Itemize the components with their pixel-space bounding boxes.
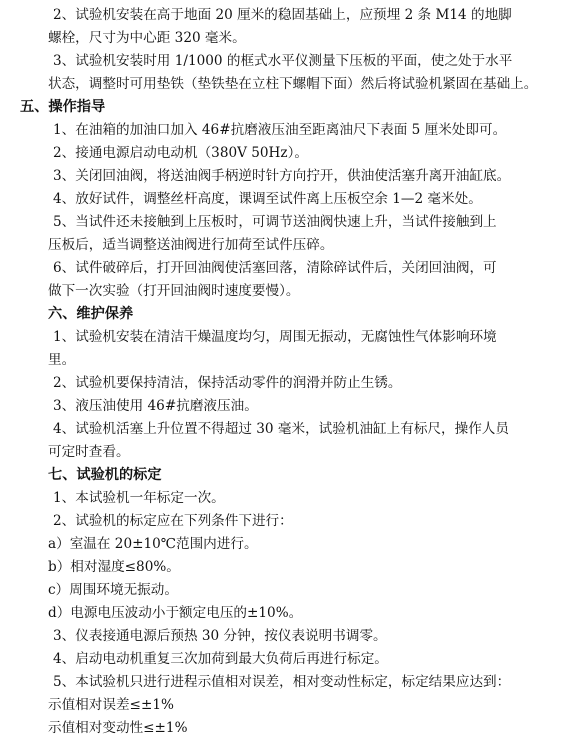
text-line: 2、试验机要保持清洁，保持活动零件的润滑并防止生锈。 [53, 375, 402, 391]
text-line: a）室温在 20±10℃范围内进行。 [48, 536, 258, 552]
text-line: 做下一次实验（打开回油阀时速度要慢）。 [48, 283, 300, 299]
text-line: 2、试验机的标定应在下列条件下进行： [53, 513, 293, 529]
text-line: 5、本试验机只进行进程示值相对误差，相对变动性标定，标定结果应达到： [53, 674, 511, 690]
section-heading: 七、试验机的标定 [48, 467, 162, 483]
section-heading: 五、操作指导 [20, 99, 106, 115]
text-line: d）电源电压波动小于额定电压的±10%。 [48, 605, 303, 621]
text-line: 4、启动电动机重复三次加荷到最大负荷后再进行标定。 [53, 651, 388, 667]
text-line: 示值相对误差≤±1% [48, 697, 174, 713]
text-line: 里。 [48, 352, 76, 368]
text-line: 可定时查看。 [48, 444, 130, 460]
section-heading: 六、维护保养 [48, 306, 134, 322]
text-line: b）相对湿度≤80%。 [48, 559, 180, 575]
text-line: 4、放好试件，调整丝杆高度，课调至试件离上压板空余 1—2 毫米处。 [53, 191, 482, 207]
text-line: 6、试件破碎后，打开回油阀使活塞回落，清除碎试件后，关闭回油阀，可 [53, 260, 497, 276]
text-line: 1、在油箱的加油口加入 46#抗磨液压油至距离油尺下表面 5 厘米处即可。 [53, 122, 507, 138]
text-line: 1、本试验机一年标定一次。 [53, 490, 225, 506]
text-line: 螺栓，尺寸为中心距 320 毫米。 [48, 30, 246, 46]
text-line: 3、仪表接通电源后预热 30 分钟，按仪表说明书调零。 [53, 628, 387, 644]
text-line: 状态，调整时可用垫铁（垫铁垫在立柱下螺帽下面）然后将试验机紧固在基础上。 [48, 76, 538, 92]
text-line: 3、试验机安装时用 1/1000 的框式水平仪测量下压板的平面，使之处于水平 [53, 53, 513, 69]
text-line: 3、关闭回油阀，将送油阀手柄逆时针方向拧开，供油使活塞升离开油缸底。 [53, 168, 511, 184]
text-line: 示值相对变动性≤±1% [48, 720, 188, 736]
text-line: 3、液压油使用 46#抗磨液压油。 [53, 398, 258, 414]
text-line: 4、试验机活塞上升位置不得超过 30 毫米，试验机油缸上有标尺，操作人员 [53, 421, 509, 437]
text-line: 1、试验机安装在清洁干燥温度均匀，周围无振动，无腐蚀性气体影响环境 [53, 329, 497, 345]
text-line: c）周围环境无振动。 [48, 582, 178, 598]
text-line: 压板后，适当调整送油阀进行加荷至试件压碎。 [48, 237, 334, 253]
text-line: 2、试验机安装在高于地面 20 厘米的稳固基础上，应预埋 2 条 M14 的地脚 [53, 7, 512, 23]
text-line: 2、接通电源启动电动机（380V 50Hz）。 [53, 145, 308, 161]
text-line: 5、当试件还未接触到上压板时，可调节送油阀快速上升，当试件接触到上 [53, 214, 497, 230]
